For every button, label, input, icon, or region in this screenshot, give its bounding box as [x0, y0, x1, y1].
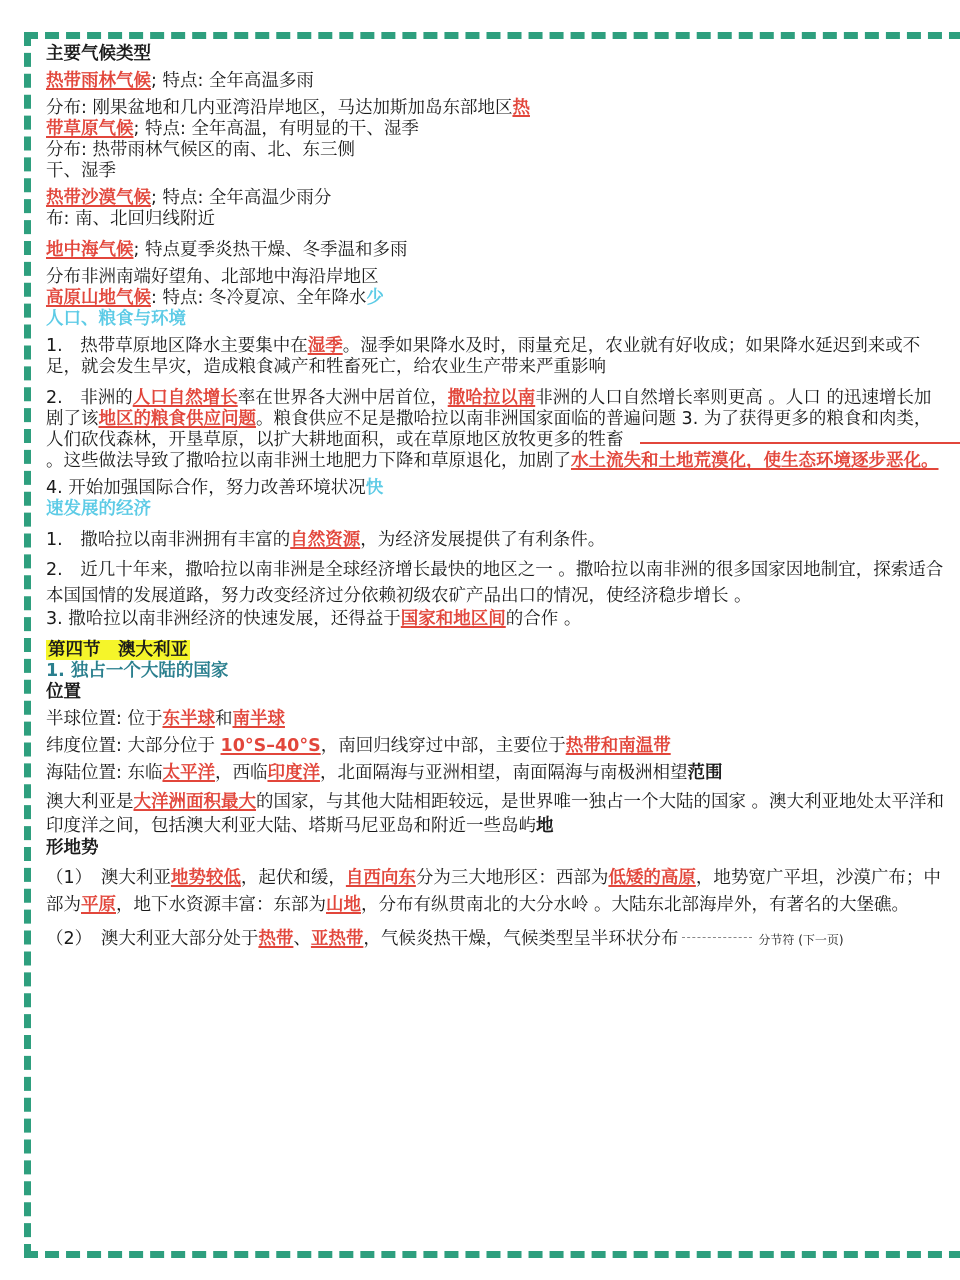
climate-mediterranean: 地中海气候; 特点夏季炎热干燥、冬季温和多雨 — [46, 240, 408, 260]
climate-rainforest: 热带雨林气候; 特点: 全年高温多雨 — [46, 71, 314, 91]
population-point-3: 。这些做法导致了撒哈拉以南非洲土地肥力下降和草原退化，加剧了水土流失和土地荒漠化，使生态环境逐步恶化。 — [46, 451, 939, 471]
climate-savanna-extra: 干、湿季 — [46, 161, 116, 181]
sea-land-position: 海陆位置: 东临太平洋，西临印度洋，北面隔海与亚洲相望，南面隔海与南极洲相望范围 — [46, 763, 723, 783]
position-title: 位置 — [46, 682, 81, 702]
page-break-dots — [682, 937, 752, 938]
terrain-point-1: （1） 澳大利亚地势较低，起伏和缓，自西向东分为三大地形区：西部为低矮的高原，地势宽广平坦，沙漠广布；中部为平原，地下水资源丰富：东部为山地，分布有纵贯南北的大分水岭 。大陆东北部海岸外，有著名的大堡礁。 — [46, 868, 941, 915]
australia-range: 澳大利亚是大洋洲面积最大的国家，与其他大陆相距较远，是世界唯一独占一个大陆的国家 。澳大利亚地处太平洋和印度洋之间，包括澳大利亚大陆、塔斯马尼亚岛和附近一些岛屿地 — [46, 792, 945, 836]
climate-rainforest-distribution: 分布: 刚果盆地和几内亚湾沿岸地区，马达加斯加岛东部地区热 — [46, 98, 530, 118]
climate-mediterranean-distribution: 分布非洲南端好望角、北部地中海沿岸地区 — [46, 267, 379, 287]
climate-savanna: 带草原气候; 特点: 全年高温，有明显的干、湿季 — [46, 119, 419, 139]
climate-highland: 高原山地气候: 特点: 冬冷夏凉、全年降水少 — [46, 288, 384, 308]
section-title-population: 人口、粮食与环境 — [46, 309, 186, 329]
population-point-4: 4. 开始加强国际合作，努力改善环境状况快 — [46, 478, 384, 498]
terrain-title: 形地势 — [46, 838, 99, 858]
section-title-climate: 主要气候类型 — [46, 44, 151, 64]
latitude-position: 纬度位置: 大部分位于 10°S–40°S，南回归线穿过中部，主要位于热带和南温带 — [46, 736, 671, 756]
australia-subtitle: 1. 独占一个大陆的国家 — [46, 661, 229, 681]
notes-content — [46, 40, 946, 951]
climate-savanna-distribution: 分布: 热带雨林气候区的南、北、东三侧 — [46, 140, 355, 160]
economy-point-3: 3. 撒哈拉以南非洲经济的快速发展，还得益于国家和地区间的合作 。 — [46, 609, 582, 629]
climate-point-2: （2） 澳大利亚大部分处于热带、亚热带，气候炎热干燥，气候类型呈半环状分布 分节符 (下一页) — [46, 929, 844, 949]
page-break-marker: 分节符 (下一页) — [758, 933, 844, 947]
section-title-economy: 速发展的经济 — [46, 499, 151, 519]
hemisphere-position: 半球位置: 位于东半球和南半球 — [46, 709, 285, 729]
population-point-2: 2. 非洲的人口自然增长率在世界各大洲中居首位，撒哈拉以南非洲的人口自然增长率则更高 。人口 的迅速增长加剧了该地区的粮食供应问题。粮食供应不足是撒哈拉以南非洲国家面临的普遍问题 3. 为了获得更多的粮食和肉类，人们砍伐森林，开垦草原，以扩大耕地面积，或在草原地区放牧更多的牲畜 — [46, 388, 932, 450]
climate-desert-distribution: 布: 南、北回归线附近 — [46, 209, 215, 229]
economy-point-1: 1. 撒哈拉以南非洲拥有丰富的自然资源，为经济发展提供了有利条件。 — [46, 530, 606, 550]
section-heading-australia: 第四节 澳大利亚 — [48, 640, 188, 660]
population-point-1: 1. 热带草原地区降水主要集中在湿季。湿季如果降水及时，雨量充足，农业就有好收成；如果降水延迟到来或不足，就会发生旱灾，造成粮食减产和牲畜死亡，给农业生产带来严重影响 — [46, 336, 921, 377]
climate-desert: 热带沙漠气候; 特点: 全年高温少雨分 — [46, 188, 332, 208]
economy-point-2: 2. 近几十年来，撒哈拉以南非洲是全球经济增长最快的地区之一 。撒哈拉以南非洲的很多国家因地制宜，探索适合本国国情的发展道路，努力改变经济过分依赖初级农矿产品出口的情况，使经济稳步增长 。 — [46, 560, 944, 606]
